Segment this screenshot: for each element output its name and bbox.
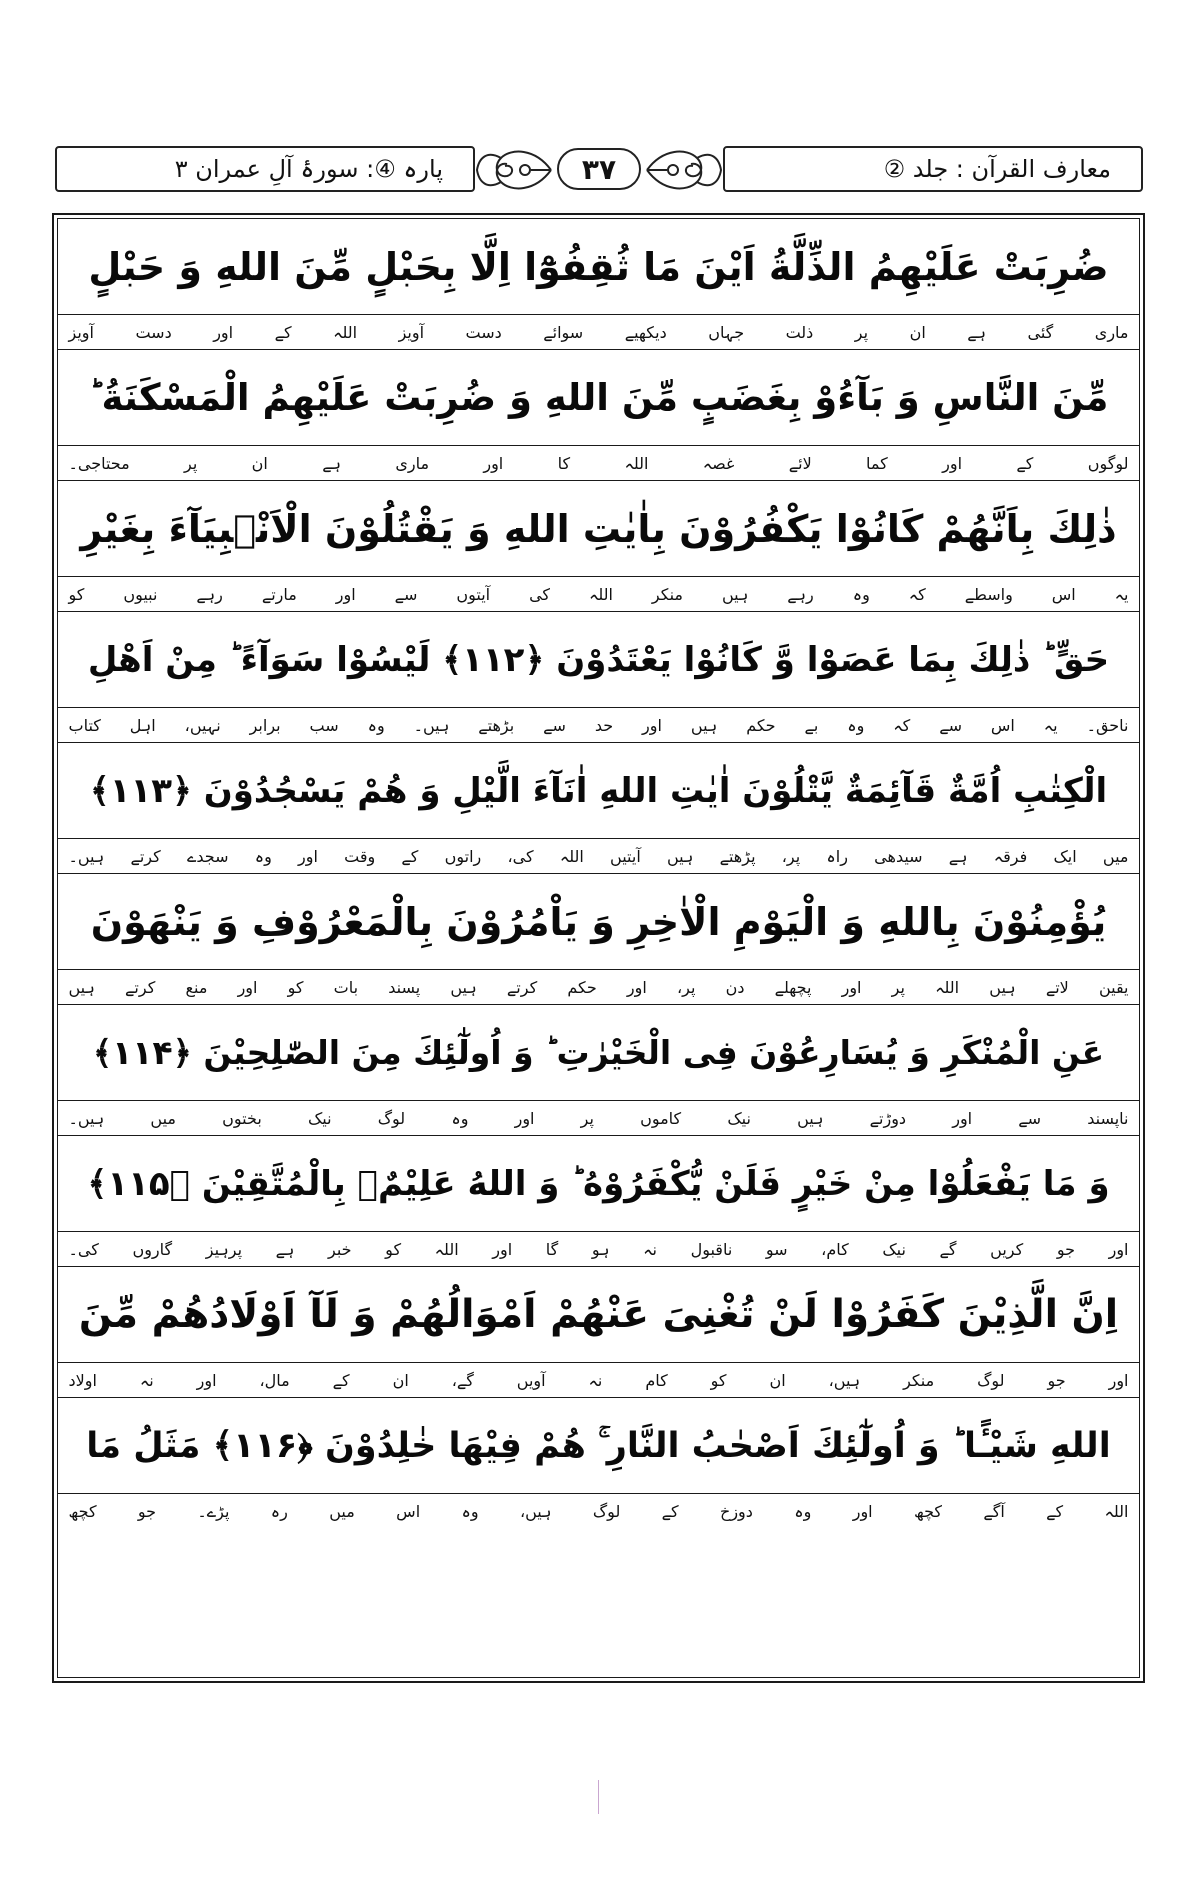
urdu-line (58, 315, 1139, 350)
book-title: معارف القرآن : جلد ② (883, 155, 1111, 183)
urdu-line (58, 970, 1139, 1005)
section-box (55, 146, 475, 192)
urdu-line (58, 1101, 1139, 1136)
urdu-line (58, 1232, 1139, 1267)
urdu-line (58, 1494, 1139, 1529)
book-title-box (723, 146, 1143, 192)
arabic-line (58, 874, 1139, 970)
urdu-text: یہ اس واسطے کہ وہ رہے ہیں منکر اللہ کی آیتوں سے اور مارتے رہے نبیوں کو (68, 584, 1129, 604)
urdu-text: ماری گئی ہے ان پر ذلت جہاں دیکھیے سوائے دست آویز اللہ کے اور دست آویز (68, 322, 1129, 342)
arabic-text: حَقٍّ ؕ ذٰلِكَ بِمَا عَصَوْا وَّ كَانُوْا يَعْتَدُوْنَ ﴿۱۱۲﴾ لَيْسُوْا سَوَآءً ؕ مِنْ اَهْلِ (87, 640, 1110, 680)
header-ornament (475, 142, 723, 198)
arabic-line (58, 743, 1139, 839)
urdu-text: میں ایک فرقہ ہے سیدھی راہ پر، پڑھتے ہیں آیتیں اللہ کی، راتوں کے وقت اور وہ سجدے کرتے ہیں۔ (68, 846, 1129, 866)
arabic-line (58, 612, 1139, 708)
page-number: ۳۷ (557, 148, 641, 190)
text-frame-inner (57, 218, 1140, 1678)
arabic-text: الْكِتٰبِ اُمَّةٌ قَآئِمَةٌ يَّتْلُوْنَ اٰيٰتِ اللهِ اٰنَآءَ الَّيْلِ وَ هُمْ يَسْجُدُوْنَ ﴿۱۱۳﴾ (89, 771, 1108, 811)
text-frame (52, 213, 1145, 1683)
arabic-line (58, 350, 1139, 446)
arabic-line (58, 481, 1139, 577)
page-header (55, 142, 1143, 198)
arabic-text: عَنِ الْمُنْكَرِ وَ يُسَارِعُوْنَ فِى الْخَيْرٰتِ ؕ وَ اُولٰٓئِكَ مِنَ الصّٰلِحِيْنَ ﴿۱۱۴﴾ (92, 1033, 1105, 1072)
arabic-text: اللهِ شَيْـًٔا ؕ وَ اُولٰٓئِكَ اَصْحٰبُ النَّارِ ۚ هُمْ فِيْهَا خٰلِدُوْنَ ﴿۱۱۶﴾ مَثَلُ مَا (86, 1425, 1111, 1466)
arabic-text: ذٰلِكَ بِاَنَّهُمْ كَانُوْا يَكْفُرُوْنَ بِاٰيٰتِ اللهِ وَ يَقْتُلُوْنَ الْاَنْۢبِيَآءَ بِغَيْرِ (80, 506, 1117, 551)
urdu-line (58, 1363, 1139, 1398)
arabic-line (58, 1005, 1139, 1101)
binding-mark (598, 1780, 599, 1814)
flourish-right-icon (645, 144, 723, 196)
arabic-text: مِّنَ النَّاسِ وَ بَآءُوْ بِغَضَبٍ مِّنَ اللهِ وَ ضُرِبَتْ عَلَيْهِمُ الْمَسْكَنَةُ ؕ (88, 376, 1109, 419)
arabic-line (58, 1136, 1139, 1232)
flourish-left-icon (475, 144, 553, 196)
urdu-line (58, 839, 1139, 874)
arabic-text: اِنَّ الَّذِيْنَ كَفَرُوْا لَنْ تُغْنِىَ عَنْهُمْ اَمْوَالُهُمْ وَ لَآ اَوْلَادُهُمْ مِّنَ (78, 1292, 1119, 1337)
arabic-text: وَ مَا يَفْعَلُوْا مِنْ خَيْرٍ فَلَنْ يُّكْفَرُوْهُ ؕ وَ اللهُ عَلِيْمٌۢ بِالْمُتَّقِيْنَ ﴿۱۱۵﴾ (87, 1164, 1110, 1204)
urdu-line (58, 708, 1139, 743)
urdu-text: اللہ کے آگے کچھ اور وہ دوزخ کے لوگ ہیں، وہ اس میں رہ پڑے۔ جو کچھ (68, 1502, 1129, 1521)
urdu-line (58, 446, 1139, 481)
arabic-text: ضُرِبَتْ عَلَيْهِمُ الذِّلَّةُ اَيْنَ مَا ثُقِفُوْٓا اِلَّا بِحَبْلٍ مِّنَ اللهِ وَ حَبْلٍ (88, 244, 1109, 289)
arabic-line (58, 1398, 1139, 1494)
urdu-text: اور جو لوگ منکر ہیں، ان کو کام نہ آویں گے، ان کے مال، اور نہ اولاد (68, 1370, 1129, 1390)
section-label: پارہ ④: سورۂ آلِ عمران ۳ (174, 155, 443, 183)
arabic-text: يُؤْمِنُوْنَ بِاللهِ وَ الْيَوْمِ الْاٰخِرِ وَ يَاْمُرُوْنَ بِالْمَعْرُوْفِ وَ يَنْهَوْنَ (90, 899, 1107, 944)
urdu-text: یقین لاتے ہیں اللہ پر اور پچھلے دن پر، اور حکم کرتے ہیں پسند بات کو اور منع کرتے ہیں (68, 977, 1129, 997)
urdu-line (58, 577, 1139, 612)
urdu-text: ناحق۔ یہ اس سے کہ وہ بے حکم ہیں اور حد سے بڑھتے ہیں۔ وہ سب برابر نہیں، اہل کتاب (68, 715, 1129, 735)
urdu-text: اور جو کریں گے نیک کام، سو ناقبول نہ ہو گا اور اللہ کو خبر ہے پرہیز گاروں کی۔ (68, 1239, 1129, 1259)
urdu-text: ناپسند سے اور دوڑتے ہیں نیک کاموں پر اور وہ لوگ نیک بختوں میں ہیں۔ (68, 1108, 1129, 1128)
arabic-line (58, 1267, 1139, 1363)
arabic-line (58, 219, 1139, 315)
urdu-text: لوگوں کے اور کما لائے غصہ اللہ کا اور ماری ہے ان پر محتاجی۔ (68, 453, 1129, 473)
